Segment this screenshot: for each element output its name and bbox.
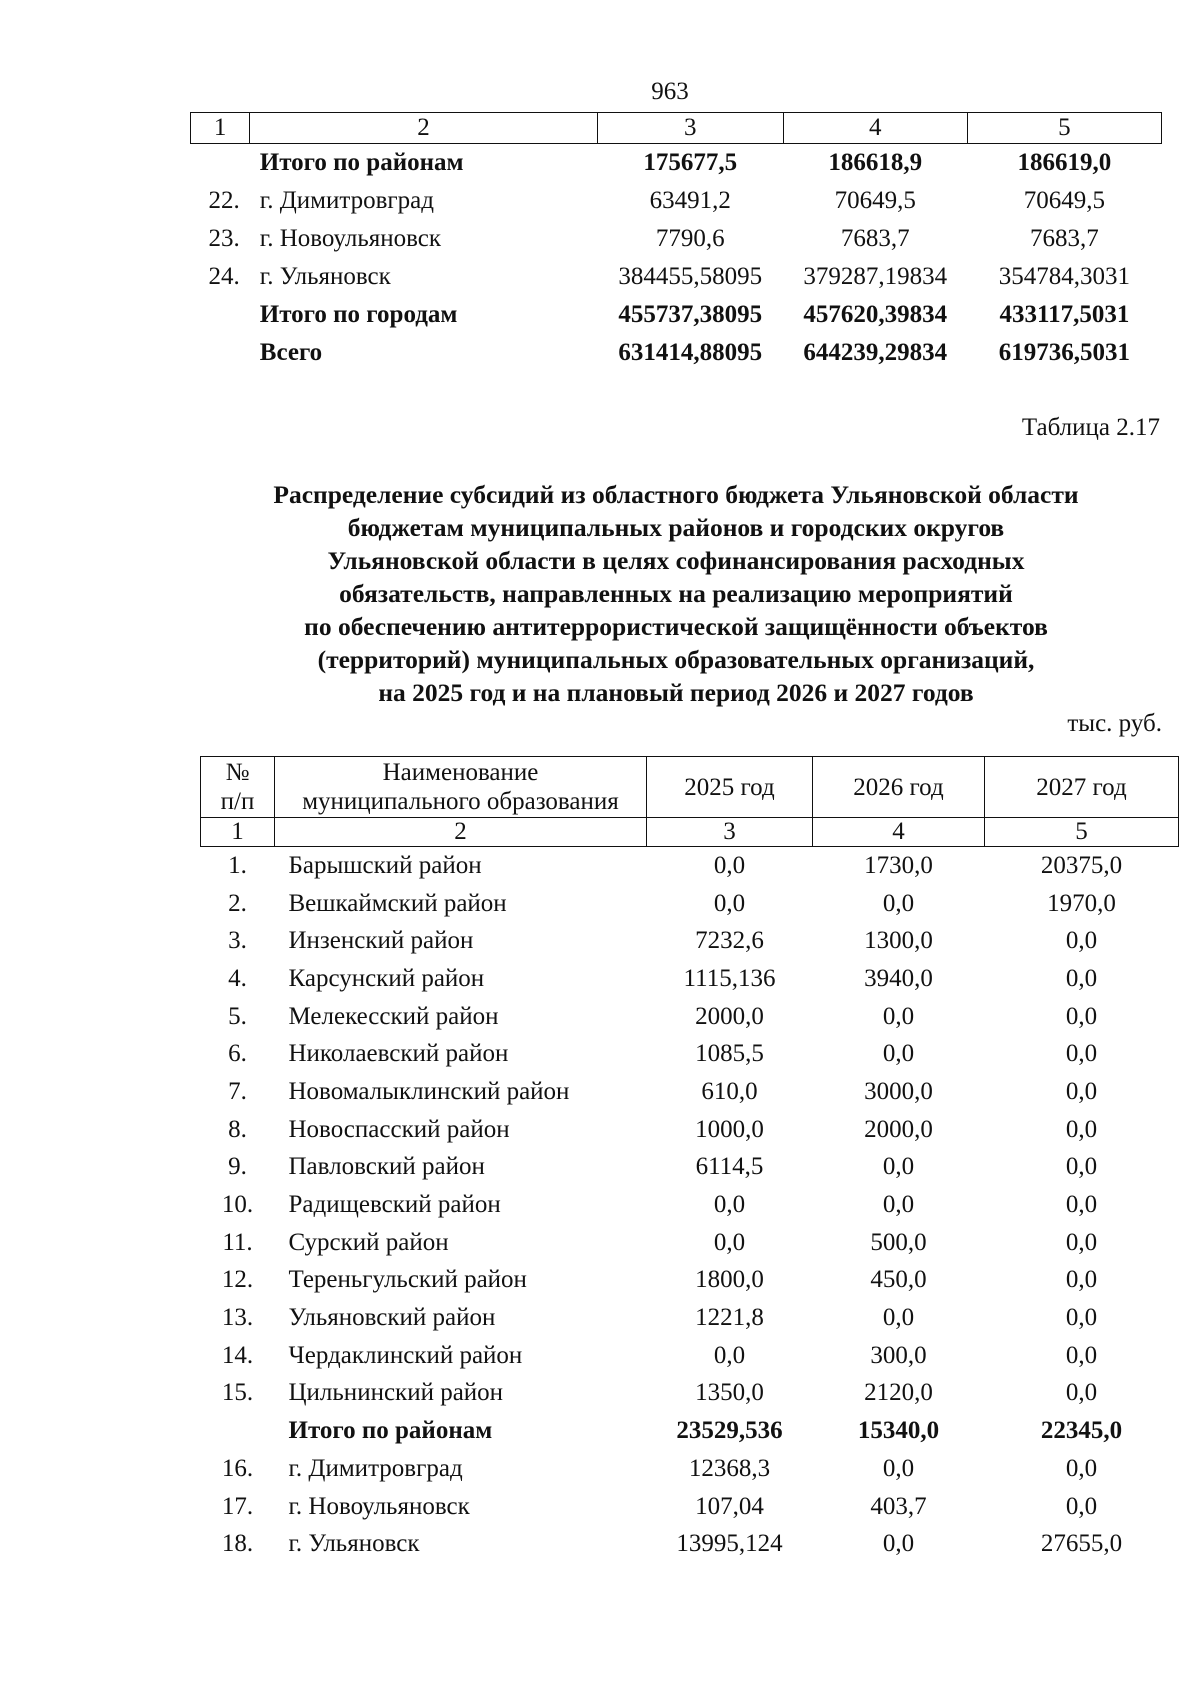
value-cell: 403,7 xyxy=(870,1492,927,1520)
municipality-name: Павловский район xyxy=(288,1153,485,1181)
column-number-header: 4 xyxy=(783,113,967,144)
value-cell: 3000,0 xyxy=(864,1077,933,1105)
table-row xyxy=(201,885,1179,923)
table-title xyxy=(190,478,1162,709)
row-number xyxy=(201,1412,275,1450)
table-row xyxy=(201,1224,1179,1262)
row-number: 6. xyxy=(228,1040,247,1068)
row-number: 16. xyxy=(221,1454,254,1482)
municipality-name: г. Ульяновск xyxy=(259,263,391,290)
value-cell: 70649,5 xyxy=(834,187,916,214)
row-number: 2. xyxy=(228,889,247,917)
value-cell: 0,0 xyxy=(1065,964,1098,992)
value-cell: 13995,124 xyxy=(676,1530,783,1558)
row-number: 3. xyxy=(228,927,247,955)
table-row xyxy=(201,1488,1179,1526)
table-row xyxy=(191,182,1162,220)
value-cell: 0,0 xyxy=(882,889,915,917)
municipality-name: Барышский район xyxy=(288,851,482,879)
value-cell: 3940,0 xyxy=(864,964,933,992)
row-number: 10. xyxy=(221,1191,254,1219)
row-number: 17. xyxy=(221,1492,254,1520)
value-cell: 7232,6 xyxy=(695,927,764,955)
value-cell: 12368,3 xyxy=(688,1454,771,1482)
value-cell: 0,0 xyxy=(1065,1077,1098,1105)
municipality-name: Тереньгульский район xyxy=(288,1266,527,1294)
value-cell: 0,0 xyxy=(882,1304,915,1332)
column-number-header-row xyxy=(191,113,1162,144)
row-number: 1. xyxy=(228,851,247,879)
total-row xyxy=(191,144,1162,183)
column-number-header: 3 xyxy=(647,818,813,847)
value-cell: 0,0 xyxy=(1065,1191,1098,1219)
value-cell: 15340,0 xyxy=(857,1417,940,1445)
table-row xyxy=(201,1111,1179,1149)
header-municipality xyxy=(275,757,647,818)
table-title-line: на 2025 год и на плановый период 2026 и 2027 годов xyxy=(378,678,974,707)
value-cell: 27655,0 xyxy=(1040,1530,1123,1558)
value-cell: 0,0 xyxy=(713,1228,746,1256)
value-cell: 0,0 xyxy=(882,1454,915,1482)
value-cell: 1085,5 xyxy=(695,1040,764,1068)
municipality-name: Итого по городам xyxy=(259,301,458,328)
value-cell: 300,0 xyxy=(870,1341,927,1369)
value-cell: 107,04 xyxy=(695,1492,764,1520)
value-cell: 2000,0 xyxy=(695,1002,764,1030)
row-number: 11. xyxy=(222,1228,253,1256)
value-cell: 433117,5031 xyxy=(999,301,1130,328)
table-row xyxy=(201,1262,1179,1300)
row-number: 7. xyxy=(228,1077,247,1105)
value-cell: 631414,88095 xyxy=(618,339,763,366)
table-row xyxy=(201,1375,1179,1413)
header-number xyxy=(201,757,275,818)
municipality-name: Вешкаймский район xyxy=(288,889,507,917)
value-cell: 0,0 xyxy=(713,889,746,917)
value-cell: 0,0 xyxy=(1065,1492,1098,1520)
table-title-line: бюджетам муниципальных районов и городских округов xyxy=(347,513,1005,542)
row-number: 13. xyxy=(221,1304,254,1332)
table-label: Таблица 2.17 xyxy=(1021,414,1160,441)
total-row xyxy=(201,1412,1179,1450)
value-cell: 0,0 xyxy=(882,1153,915,1181)
table-row xyxy=(201,1186,1179,1224)
municipality-name: Мелекесский район xyxy=(288,1002,499,1030)
header-year-2025: 2025 год xyxy=(647,757,813,818)
table-row xyxy=(201,847,1179,885)
table-row xyxy=(201,1450,1179,1488)
value-cell: 0,0 xyxy=(1065,1304,1098,1332)
column-number-header: 2 xyxy=(250,113,598,144)
value-cell: 1115,136 xyxy=(683,964,776,992)
column-number-header: 5 xyxy=(967,113,1161,144)
municipality-name: Чердаклинский район xyxy=(288,1341,523,1369)
table-row xyxy=(201,1149,1179,1187)
row-number xyxy=(191,144,250,183)
row-number xyxy=(191,296,250,334)
value-cell: 23529,536 xyxy=(676,1417,783,1445)
row-number: 18. xyxy=(221,1530,254,1558)
value-cell: 6114,5 xyxy=(695,1153,764,1181)
table-title-line: (территорий) муниципальных образовательных организаций, xyxy=(317,645,1035,674)
value-cell: 0,0 xyxy=(882,1530,915,1558)
municipality-name: Николаевский район xyxy=(288,1040,509,1068)
column-number-header: 4 xyxy=(813,818,985,847)
municipality-name: Новоспасский район xyxy=(288,1115,510,1143)
header-number-line: № xyxy=(225,759,250,786)
table-row xyxy=(191,220,1162,258)
municipality-name: Всего xyxy=(259,339,323,366)
column-number-header-row xyxy=(201,818,1179,847)
column-number-header: 1 xyxy=(191,113,250,144)
value-cell: 2000,0 xyxy=(864,1115,933,1143)
column-number-header: 3 xyxy=(597,113,783,144)
municipality-name: Карсунский район xyxy=(288,964,485,992)
row-number: 23. xyxy=(208,225,240,252)
value-cell: 0,0 xyxy=(1065,1115,1098,1143)
value-cell: 610,0 xyxy=(701,1077,758,1105)
header-number-line: п/п xyxy=(220,788,255,815)
value-cell: 0,0 xyxy=(1065,1266,1098,1294)
table-header-row xyxy=(201,757,1179,818)
value-cell: 0,0 xyxy=(882,1191,915,1219)
header-municipality-line: Наименование xyxy=(382,759,539,786)
value-cell: 0,0 xyxy=(713,1191,746,1219)
value-cell: 1970,0 xyxy=(1047,889,1116,917)
value-cell: 457620,39834 xyxy=(803,301,948,328)
value-cell: 0,0 xyxy=(1065,1454,1098,1482)
value-cell: 70649,5 xyxy=(1023,187,1106,214)
value-cell: 1800,0 xyxy=(695,1266,764,1294)
table-title-line: Распределение субсидий из областного бюджета Ульяновской области xyxy=(273,480,1079,509)
row-number: 15. xyxy=(221,1379,254,1407)
header-year-2026: 2026 год xyxy=(813,757,985,818)
row-number: 22. xyxy=(208,187,240,214)
value-cell: 450,0 xyxy=(870,1266,927,1294)
value-cell: 1000,0 xyxy=(695,1115,764,1143)
value-cell: 0,0 xyxy=(1065,927,1098,955)
column-number-header: 2 xyxy=(275,818,647,847)
value-cell: 0,0 xyxy=(1065,1153,1098,1181)
table-title-line: Ульяновской области в целях софинансирования расходных xyxy=(327,546,1025,575)
row-number: 12. xyxy=(221,1266,254,1294)
table-row xyxy=(201,1035,1179,1073)
value-cell: 1221,8 xyxy=(695,1304,764,1332)
value-cell: 22345,0 xyxy=(1040,1417,1123,1445)
row-number: 24. xyxy=(208,263,240,290)
value-cell: 0,0 xyxy=(1065,1379,1098,1407)
column-number-header: 5 xyxy=(985,818,1179,847)
value-cell: 500,0 xyxy=(870,1228,927,1256)
value-cell: 0,0 xyxy=(1065,1341,1098,1369)
value-cell: 2120,0 xyxy=(864,1379,933,1407)
value-cell: 7683,7 xyxy=(1030,225,1099,252)
table-title-line: по обеспечению антитеррористической защищённости объектов xyxy=(304,612,1048,641)
row-number: 8. xyxy=(228,1115,247,1143)
municipality-name: г. Ульяновск xyxy=(288,1530,420,1558)
value-cell: 384455,58095 xyxy=(618,263,763,290)
municipality-name: г. Димитровград xyxy=(259,187,434,214)
value-cell: 0,0 xyxy=(713,1341,746,1369)
municipality-name: Сурский район xyxy=(288,1228,449,1256)
value-cell: 20375,0 xyxy=(1040,851,1123,879)
municipality-name: Итого по районам xyxy=(288,1417,493,1445)
municipality-name: Ульяновский район xyxy=(288,1304,496,1332)
value-cell: 0,0 xyxy=(713,851,746,879)
value-cell: 1300,0 xyxy=(864,927,933,955)
header-municipality-line: муниципального образования xyxy=(302,788,619,815)
table-row xyxy=(201,998,1179,1036)
value-cell: 63491,2 xyxy=(649,187,731,214)
row-number: 9. xyxy=(228,1153,247,1181)
value-cell: 0,0 xyxy=(1065,1002,1098,1030)
municipality-name: Новомалыклинский район xyxy=(288,1077,570,1105)
header-year-2027: 2027 год xyxy=(985,757,1179,818)
row-number: 5. xyxy=(228,1002,247,1030)
row-number: 14. xyxy=(221,1341,254,1369)
value-cell: 379287,19834 xyxy=(803,263,948,290)
value-cell: 455737,38095 xyxy=(618,301,763,328)
page-number: 963 xyxy=(651,78,689,105)
row-number xyxy=(191,334,250,372)
value-cell: 175677,5 xyxy=(643,149,738,176)
value-cell: 7790,6 xyxy=(655,225,725,252)
municipality-name: Инзенский район xyxy=(288,927,474,955)
row-number: 4. xyxy=(228,964,247,992)
value-cell: 0,0 xyxy=(882,1002,915,1030)
continuation-table xyxy=(190,112,1162,372)
table-row xyxy=(191,258,1162,296)
value-cell: 619736,5031 xyxy=(998,339,1131,366)
column-number-header: 1 xyxy=(201,818,275,847)
value-cell: 186619,0 xyxy=(1017,149,1112,176)
table-row xyxy=(201,1525,1179,1563)
municipality-name: г. Димитровград xyxy=(288,1454,463,1482)
municipality-name: Радищевский район xyxy=(288,1191,501,1219)
table-row xyxy=(201,1337,1179,1375)
municipality-name: Итого по районам xyxy=(259,149,464,176)
municipality-name: г. Новоульяновск xyxy=(288,1492,470,1520)
value-cell: 644239,29834 xyxy=(803,339,948,366)
value-cell: 0,0 xyxy=(1065,1040,1098,1068)
municipality-name: Цильнинский район xyxy=(288,1379,504,1407)
value-cell: 1730,0 xyxy=(864,851,933,879)
total-row xyxy=(191,334,1162,372)
value-cell: 354784,3031 xyxy=(998,263,1131,290)
table-row xyxy=(201,1299,1179,1337)
table-row xyxy=(201,922,1179,960)
value-cell: 0,0 xyxy=(1065,1228,1098,1256)
table-row xyxy=(201,1073,1179,1111)
table-title-line: обязательств, направленных на реализацию мероприятий xyxy=(339,579,1013,608)
subsidy-table xyxy=(200,756,1179,1563)
value-cell: 7683,7 xyxy=(840,225,910,252)
value-cell: 186618,9 xyxy=(828,149,923,176)
value-cell: 1350,0 xyxy=(695,1379,764,1407)
table-row xyxy=(201,960,1179,998)
units-label: тыс. руб. xyxy=(1067,710,1162,737)
total-row xyxy=(191,296,1162,334)
value-cell: 0,0 xyxy=(882,1040,915,1068)
municipality-name: г. Новоульяновск xyxy=(259,225,442,252)
